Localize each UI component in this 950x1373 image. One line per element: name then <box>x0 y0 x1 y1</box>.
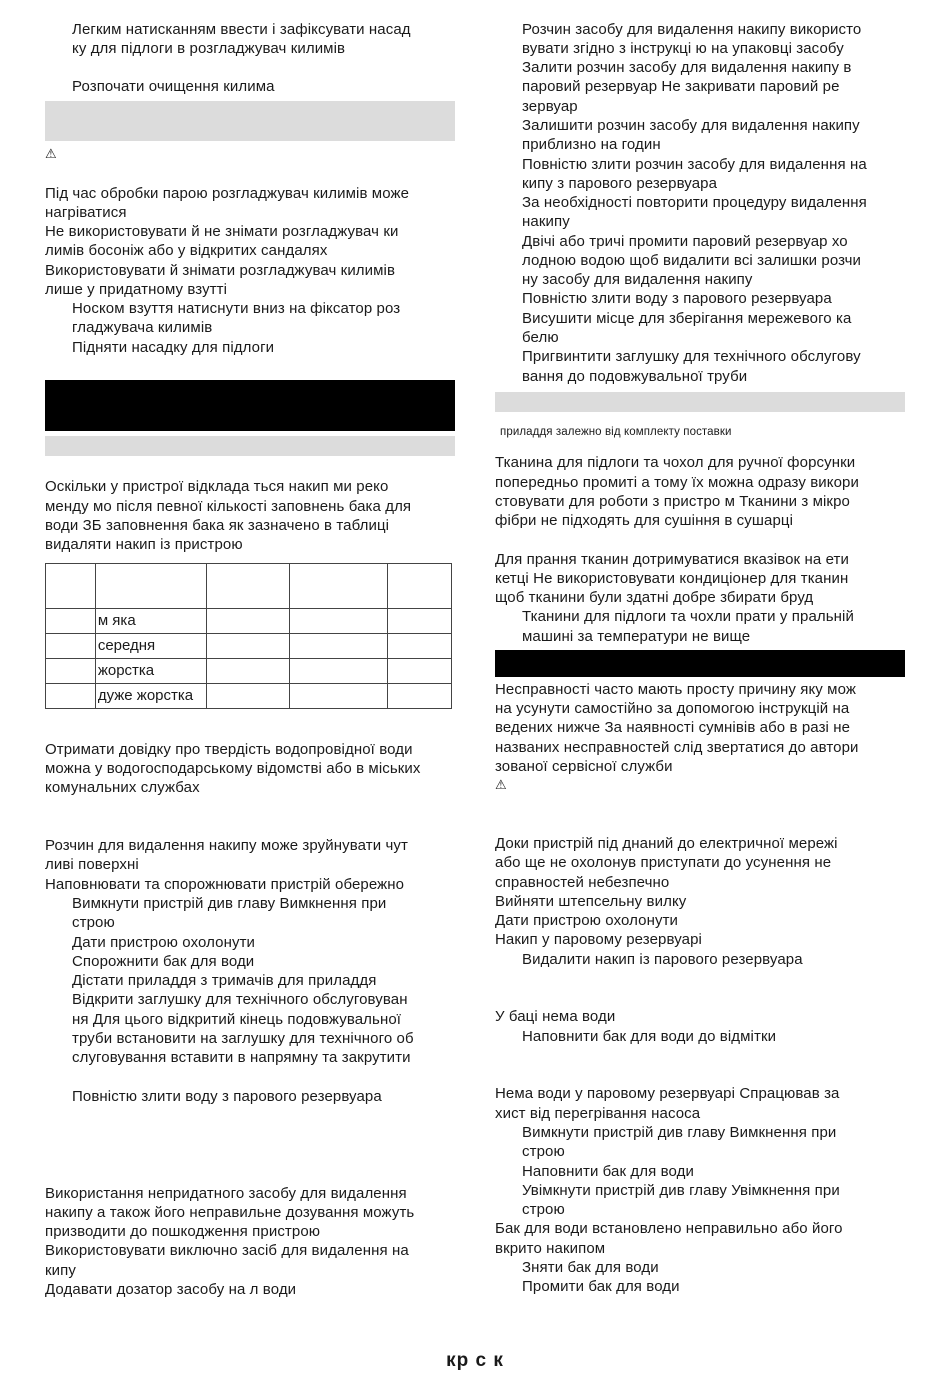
table-cell <box>388 684 452 709</box>
chapter-heading-bar <box>45 380 455 431</box>
text-line: Бак для води встановлено неправильно або його <box>495 1220 843 1237</box>
text-line: Розчин засобу для видалення накипу використо <box>522 21 862 38</box>
text-line: лише у придатному взутті <box>45 281 228 298</box>
hardness-label: м яка <box>95 609 206 634</box>
text-line: Додавати дозатор засобу на л води <box>45 1281 297 1298</box>
text-line: Залишити розчин засобу для видалення накипу <box>522 117 860 134</box>
text-line: Повністю злити воду з парового резервуара <box>72 1088 382 1105</box>
text-line: У баці нема води <box>495 1008 616 1025</box>
text-line: За необхідності повторити процедуру видалення <box>522 194 867 211</box>
table-cell <box>46 609 96 634</box>
text-line: Наповнити бак для води до відмітки <box>522 1028 777 1045</box>
text-line: Розпочати очищення килима <box>72 78 275 95</box>
text-line: Вимкнути пристрій див главу Вимкнення при <box>72 895 387 912</box>
text-line: строю <box>522 1201 565 1218</box>
text-line: белю <box>522 329 559 346</box>
text-line: призводити до пошкодження пристрою <box>45 1223 321 1240</box>
table-cell <box>95 564 206 609</box>
text-line: накипу а також його неправильне дозування можуть <box>45 1204 415 1221</box>
text-line: Двічі або тричі промити паровий резервуар хо <box>522 233 848 250</box>
text-line: Використовувати виключно засіб для видалення на <box>45 1242 409 1259</box>
text-line: Промити бак для води <box>522 1278 680 1295</box>
text-line: строю <box>522 1143 565 1160</box>
text-line: можна у водогосподарському відомстві або в міських <box>45 760 421 777</box>
text-line: вувати згідно з інструкці ю на упаковці засобу <box>522 40 844 57</box>
text-line: вання до подовжувальної труби <box>522 368 748 385</box>
text-line: Використання непридатного засобу для видалення <box>45 1185 407 1202</box>
table-cell <box>206 684 289 709</box>
section-bar <box>495 392 905 412</box>
text-line: кипу <box>45 1262 76 1279</box>
text-line: Тканина для підлоги та чохол для ручної форсунки <box>495 454 856 471</box>
table-cell <box>206 564 289 609</box>
text-line: ня Для цього відкритий кінець подовжувальної <box>72 1011 402 1028</box>
text-line: комунальних службах <box>45 779 200 796</box>
text-line: стовувати для роботи з пристро м Тканини з мікро <box>495 493 850 510</box>
water-hardness-table <box>45 563 452 709</box>
table-cell <box>206 659 289 684</box>
text-line: Наповнити бак для води <box>522 1163 694 1180</box>
text-line: Носком взуття натиснути вниз на фіксатор роз <box>72 300 401 317</box>
text-line: Залити розчин засобу для видалення накипу в <box>522 59 852 76</box>
table-cell <box>46 659 96 684</box>
table-cell <box>289 564 388 609</box>
text-line: названих несправностей слід звертатися до автори <box>495 739 859 756</box>
section-bar <box>45 436 455 456</box>
text-line: попередньо промиті а тому їх можна одразу викори <box>495 474 859 491</box>
text-line: Дати пристрою охолонути <box>495 912 679 929</box>
text-line: Отримати довідку про твердість водопровідної води <box>45 741 413 758</box>
table-cell <box>206 609 289 634</box>
text-line: Висушити місце для зберігання мережевого ка <box>522 310 852 327</box>
hardness-label: жорстка <box>95 659 206 684</box>
text-line: зервуар <box>522 98 578 115</box>
text-line: Розчин для видалення накипу може зруйнувати чут <box>45 837 408 854</box>
text-line: вкрито накипом <box>495 1240 606 1257</box>
text-line: справностей небезпечно <box>495 874 670 891</box>
text-line: на усунути самостійно за допомогою інструкцій на <box>495 700 850 717</box>
text-line: лодною водою щоб видалити всі залишки розчи <box>522 252 862 269</box>
text-line: гладжувача килимів <box>72 319 213 336</box>
text-line: слуговування вставити в напрямну та закрутити <box>72 1049 411 1066</box>
text-line: нагріватися <box>45 204 127 221</box>
accessories-note: приладдя залежно від комплекту поставки <box>500 426 732 438</box>
text-line: Відкрити заглушку для технічного обслуговуван <box>72 991 408 1008</box>
text-line: приблизно на годин <box>522 136 661 153</box>
table-cell <box>46 684 96 709</box>
text-line: машині за температури не вище <box>522 628 751 645</box>
table-row <box>46 609 452 634</box>
table-cell <box>206 634 289 659</box>
text-line: лимів босоніж або у відкритих сандалях <box>45 242 328 259</box>
text-line: кипу з парового резервуара <box>522 175 718 192</box>
text-line: Під час обробки парою розгладжувач килимів може <box>45 185 410 202</box>
warning-triangle-icon: ⚠ <box>495 777 507 792</box>
table-cell <box>388 634 452 659</box>
text-line: Дати пристрою охолонути <box>72 934 256 951</box>
text-line: Не використовувати й не знімати розгладжувач ки <box>45 223 399 240</box>
table-cell <box>46 634 96 659</box>
table-cell <box>388 609 452 634</box>
table-cell <box>289 684 388 709</box>
text-line: Наповнювати та спорожнювати пристрій обережно <box>45 876 405 893</box>
text-line: води ЗБ заповнення бака як зазначено в таблиці <box>45 517 390 534</box>
section-bar <box>45 101 455 141</box>
hardness-label: середня <box>95 634 206 659</box>
chapter-heading-bar <box>495 650 905 677</box>
text-line: Доки пристрій під днаний до електричної мережі <box>495 835 838 852</box>
warning-triangle-icon: ⚠ <box>45 146 57 161</box>
text-line: ну засобу для видалення накипу <box>522 271 753 288</box>
text-line: Вимкнути пристрій див главу Вимкнення при <box>522 1124 837 1141</box>
page-footer: кр с к <box>446 1350 504 1371</box>
text-line: накипу <box>522 213 570 230</box>
table-row <box>46 684 452 709</box>
text-line: труби встановити на заглушку для технічного об <box>72 1030 414 1047</box>
text-line: ку для підлоги в розгладжувач килимів <box>72 40 346 57</box>
table-row <box>46 659 452 684</box>
text-line: менду мо після певної кількості заповнень бака для <box>45 498 412 515</box>
text-line: Повністю злити воду з парового резервуара <box>522 290 832 307</box>
table-cell <box>289 609 388 634</box>
text-line: строю <box>72 914 115 931</box>
text-line: Увімкнути пристрій див главу Увімкнення при <box>522 1182 840 1199</box>
text-line: кетці Не використовувати кондиціонер для тканин <box>495 570 849 587</box>
text-line: Використовувати й знімати розгладжувач килимів <box>45 262 396 279</box>
table-cell <box>388 659 452 684</box>
text-line: видаляти накип із пристрою <box>45 536 243 553</box>
hardness-label: дуже жорстка <box>95 684 206 709</box>
text-line: Нема води у паровому резервуарі Спрацював за <box>495 1085 840 1102</box>
text-line: Несправності часто мають просту причину яку мож <box>495 681 856 698</box>
text-line: або ще не охолонув приступати до усунення не <box>495 854 832 871</box>
text-line: Повністю злити розчин засобу для видалення на <box>522 156 867 173</box>
text-line: Вийняти штепсельну вилку <box>495 893 687 910</box>
table-cell <box>46 564 96 609</box>
text-line: ливі поверхні <box>45 856 139 873</box>
text-line: зованої сервісної служби <box>495 758 673 775</box>
text-line: фібри не підходять для сушіння в сушарці <box>495 512 794 529</box>
text-line: паровий резервуар Не закривати паровий ре <box>522 78 840 95</box>
text-line: Дістати приладдя з тримачів для приладдя <box>72 972 377 989</box>
text-line: Накип у паровому резервуарі <box>495 931 702 948</box>
table-cell <box>289 659 388 684</box>
text-line: Оскільки у пристрої відклада ться накип ми реко <box>45 478 389 495</box>
table-row <box>46 634 452 659</box>
table-header-row <box>46 564 452 609</box>
text-line: Пригвинтити заглушку для технічного обслугову <box>522 348 861 365</box>
text-line: Для прання тканин дотримуватися вказівок на ети <box>495 551 849 568</box>
text-line: хист від перегрівання насоса <box>495 1105 701 1122</box>
text-line: Спорожнити бак для води <box>72 953 255 970</box>
text-line: Легким натисканням ввести і зафіксувати насад <box>72 21 411 38</box>
text-line: ведених нижче За наявності сумнівів або в разі не <box>495 719 851 736</box>
text-line: Зняти бак для води <box>522 1259 659 1276</box>
text-line: Видалити накип із парового резервуара <box>522 951 803 968</box>
table-cell <box>388 564 452 609</box>
text-line: Підняти насадку для підлоги <box>72 339 275 356</box>
table-cell <box>289 634 388 659</box>
text-line: Тканини для підлоги та чохли прати у пральній <box>522 608 854 625</box>
text-line: щоб тканини були здатні добре збирати бруд <box>495 589 814 606</box>
